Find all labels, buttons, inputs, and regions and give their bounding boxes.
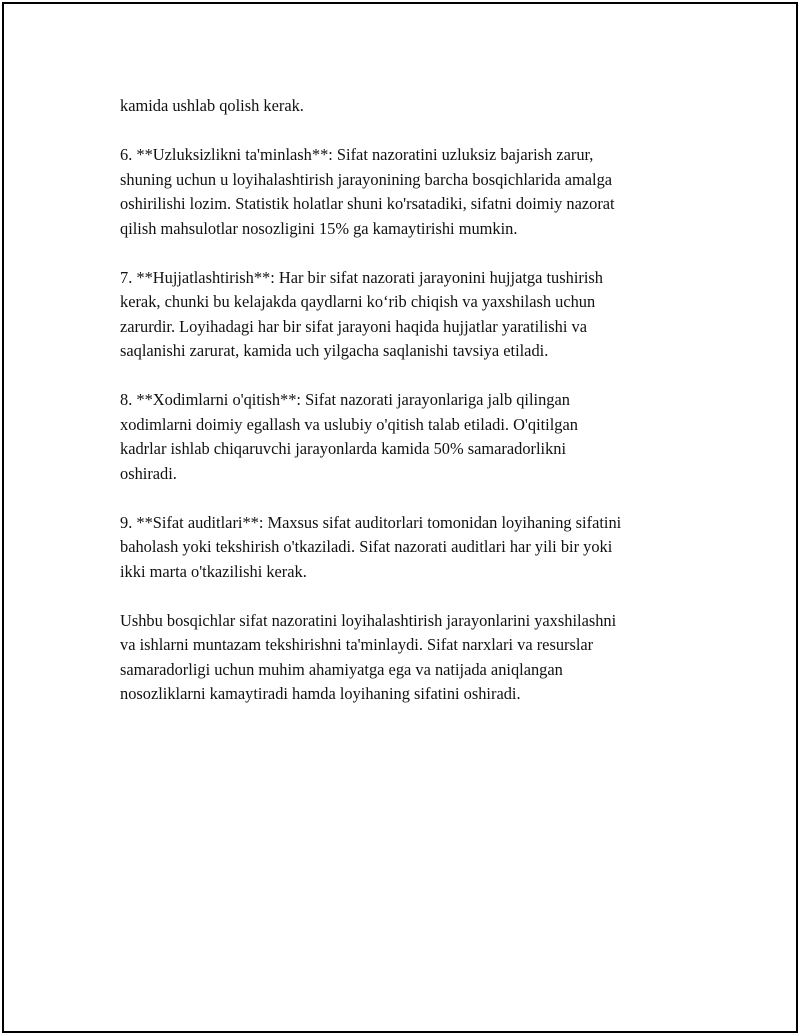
text-line: kerak, chunki bu kelajakda qaydlarni ko‘rib chiqish va yaxshilash uchun: [120, 292, 596, 311]
text-line: saqlanishi zarurat, kamida uch yilgacha saqlanishi tavsiya etiladi.: [120, 341, 549, 360]
document-body: [120, 94, 710, 731]
text-line: baholash yoki tekshirish o'tkaziladi. Sifat nazorati auditlari har yili bir yoki: [120, 537, 613, 556]
text-line: Ushbu bosqichlar sifat nazoratini loyihalashtirish jarayonlarini yaxshilashni: [120, 610, 617, 630]
document-page: [2, 2, 798, 1033]
paragraph-8: [120, 388, 710, 486]
text-line: nosozliklarni kamaytiradi hamda loyihaning sifatini oshiradi.: [120, 684, 521, 703]
text-line: 8. **Xodimlarni o'qitish**: Sifat nazorati jarayonlariga jalb qilingan: [120, 390, 570, 409]
text-line: 9. **Sifat auditlari**: Maxsus sifat auditorlari tomonidan loyihaning sifatini: [120, 512, 622, 532]
paragraph-continuation: [120, 94, 710, 119]
text-line: oshirilishi lozim. Statistik holatlar shuni ko'rsatadiki, sifatni doimiy nazorat: [120, 194, 615, 213]
text-line: shuning uchun u loyihalashtirish jarayonining barcha bosqichlarida amalga: [120, 169, 613, 189]
paragraph-6: [120, 143, 710, 241]
text-line: 7. **Hujjatlashtirish**: Har bir sifat nazorati jarayonini hujjatga tushirish: [120, 267, 603, 287]
paragraph-9: [120, 511, 710, 585]
paragraph-conclusion: [120, 609, 710, 707]
paragraph-7: [120, 266, 710, 364]
text-line: 6. **Uzluksizlikni ta'minlash**: Sifat nazoratini uzluksiz bajarish zarur,: [120, 145, 594, 164]
text-line: zarurdir. Loyihadagi har bir sifat jarayoni haqida hujjatlar yaratilishi va: [120, 316, 587, 336]
text-line: oshiradi.: [120, 463, 177, 483]
text-line: ikki marta o'tkazilishi kerak.: [120, 561, 307, 581]
text-line: qilish mahsulotlar nosozligini 15% ga kamaytirishi mumkin.: [120, 218, 518, 238]
text-line: kamida ushlab qolish kerak.: [120, 96, 304, 115]
text-line: samaradorligi uchun muhim ahamiyatga ega va natijada aniqlangan: [120, 659, 563, 679]
text-line: va ishlarni muntazam tekshirishni ta'minlaydi. Sifat narxlari va resurslar: [120, 635, 594, 654]
text-line: xodimlarni doimiy egallash va uslubiy o'qitish talab etiladi. O'qitilgan: [120, 414, 578, 434]
text-line: kadrlar ishlab chiqaruvchi jarayonlarda kamida 50% samaradorlikni: [120, 439, 567, 458]
